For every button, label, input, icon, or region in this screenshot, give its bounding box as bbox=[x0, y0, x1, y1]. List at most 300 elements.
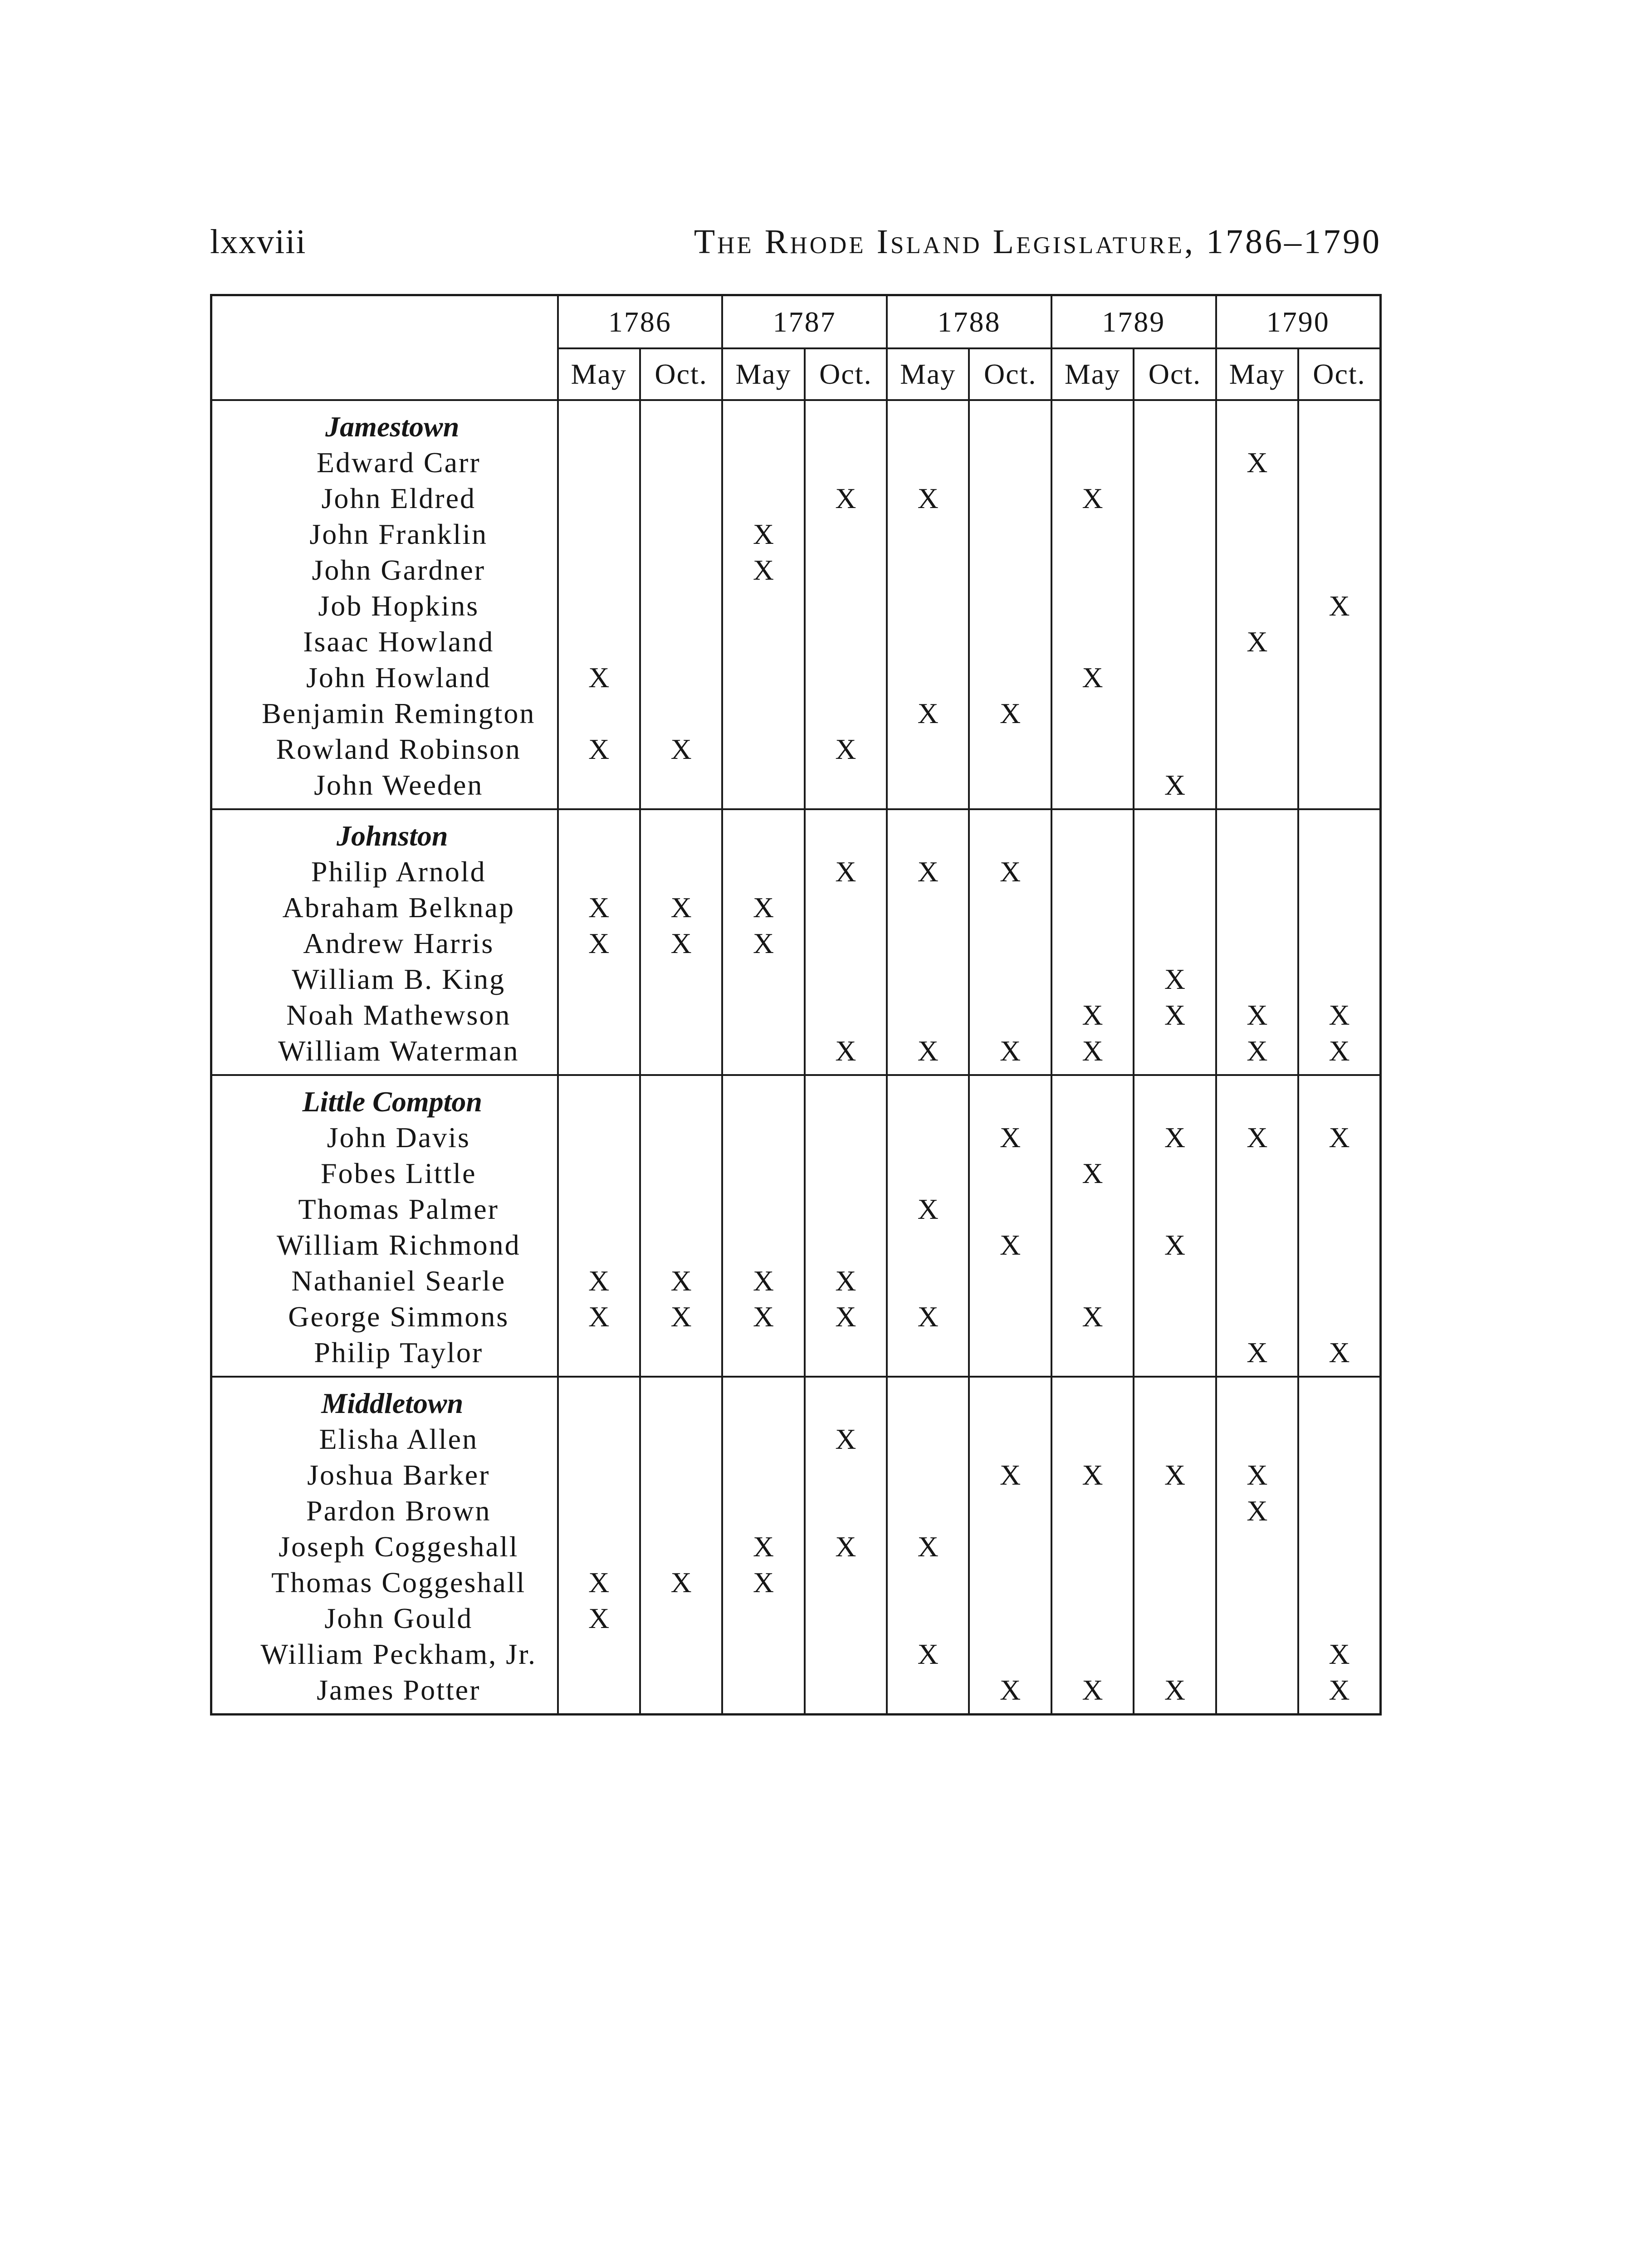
year-header: 1790 bbox=[1216, 295, 1381, 349]
member-name: John Howland bbox=[306, 661, 491, 694]
attendance-mark bbox=[1134, 624, 1215, 660]
attendance-mark: X bbox=[670, 1300, 692, 1333]
attendance-mark bbox=[1134, 1421, 1215, 1457]
attendance-mark: X bbox=[1247, 999, 1268, 1031]
attendance-mark: X bbox=[1164, 769, 1186, 801]
attendance-mark bbox=[559, 1672, 639, 1708]
attendance-mark bbox=[888, 1672, 968, 1708]
attendance-mark: X bbox=[1247, 1035, 1268, 1067]
attendance-mark bbox=[1134, 1334, 1215, 1370]
heading-spacer bbox=[1134, 409, 1215, 445]
attendance-mark bbox=[559, 624, 639, 660]
attendance-mark: X bbox=[1247, 1121, 1268, 1154]
attendance-column-cell bbox=[558, 809, 640, 1075]
member-name: William Richmond bbox=[276, 1229, 521, 1261]
attendance-mark bbox=[888, 1155, 968, 1191]
attendance-mark bbox=[806, 1155, 886, 1191]
attendance-mark: X bbox=[1000, 855, 1021, 888]
heading-spacer bbox=[970, 1084, 1050, 1119]
session-header: Oct. bbox=[1298, 348, 1380, 400]
member-name: Noah Mathewson bbox=[286, 999, 511, 1031]
session-header: May bbox=[722, 348, 804, 400]
attendance-column-cell bbox=[1298, 809, 1380, 1075]
attendance-mark bbox=[1217, 1564, 1297, 1600]
attendance-mark: X bbox=[588, 733, 610, 765]
attendance-mark bbox=[1134, 1299, 1215, 1334]
attendance-column-cell bbox=[1134, 1075, 1216, 1377]
attendance-mark bbox=[641, 961, 721, 997]
heading-spacer bbox=[559, 409, 639, 445]
attendance-mark bbox=[1134, 1263, 1215, 1299]
attendance-mark: X bbox=[917, 1638, 939, 1670]
attendance-mark: X bbox=[588, 1566, 610, 1598]
heading-spacer bbox=[806, 1084, 886, 1119]
attendance-mark bbox=[888, 1119, 968, 1155]
attendance-mark bbox=[1299, 1227, 1379, 1263]
attendance-mark bbox=[970, 588, 1050, 624]
member-name: Thomas Coggeshall bbox=[271, 1566, 526, 1598]
heading-spacer bbox=[1134, 1084, 1215, 1119]
attendance-mark: X bbox=[588, 1602, 610, 1634]
attendance-mark bbox=[1217, 660, 1297, 695]
attendance-mark bbox=[1217, 854, 1297, 890]
attendance-mark bbox=[888, 767, 968, 803]
attendance-mark bbox=[1217, 695, 1297, 731]
attendance-mark bbox=[806, 1600, 886, 1636]
attendance-mark: X bbox=[753, 518, 774, 550]
year-header: 1788 bbox=[887, 295, 1051, 349]
member-name: William Waterman bbox=[278, 1035, 519, 1067]
attendance-column-cell bbox=[1216, 400, 1298, 809]
attendance-column-cell bbox=[1051, 1377, 1134, 1715]
member-names-cell bbox=[211, 1377, 558, 1715]
attendance-mark: X bbox=[1247, 1336, 1268, 1369]
attendance-mark bbox=[888, 731, 968, 767]
attendance-mark bbox=[806, 552, 886, 588]
attendance-mark bbox=[1052, 1493, 1133, 1529]
attendance-mark bbox=[1134, 480, 1215, 516]
attendance-mark bbox=[806, 1227, 886, 1263]
attendance-mark bbox=[970, 660, 1050, 695]
attendance-mark bbox=[888, 1227, 968, 1263]
attendance-mark bbox=[641, 997, 721, 1033]
attendance-column-cell bbox=[1298, 1075, 1380, 1377]
member-names-cell bbox=[211, 809, 558, 1075]
attendance-mark: X bbox=[917, 855, 939, 888]
member-name: Job Hopkins bbox=[318, 590, 479, 622]
attendance-mark bbox=[723, 1457, 803, 1493]
attendance-mark bbox=[559, 1227, 639, 1263]
attendance-mark bbox=[806, 588, 886, 624]
attendance-mark bbox=[1134, 660, 1215, 695]
attendance-mark bbox=[641, 1421, 721, 1457]
attendance-mark: X bbox=[835, 1035, 856, 1067]
heading-spacer bbox=[559, 818, 639, 854]
attendance-mark bbox=[806, 961, 886, 997]
attendance-column-cell bbox=[640, 400, 722, 809]
attendance-mark bbox=[559, 1421, 639, 1457]
attendance-mark bbox=[723, 767, 803, 803]
attendance-mark bbox=[559, 1033, 639, 1069]
attendance-mark: X bbox=[753, 927, 774, 959]
attendance-mark bbox=[888, 1334, 968, 1370]
attendance-mark bbox=[641, 480, 721, 516]
attendance-mark: X bbox=[1247, 1495, 1268, 1527]
member-name: Andrew Harris bbox=[303, 927, 494, 959]
attendance-mark: X bbox=[917, 1193, 939, 1225]
attendance-mark: X bbox=[670, 733, 692, 765]
attendance-mark: X bbox=[917, 1035, 939, 1067]
member-name: Pardon Brown bbox=[306, 1495, 491, 1527]
heading-spacer bbox=[723, 1385, 803, 1421]
attendance-mark bbox=[970, 1600, 1050, 1636]
member-name: John Gardner bbox=[312, 554, 486, 586]
session-header: May bbox=[887, 348, 969, 400]
attendance-mark bbox=[888, 997, 968, 1033]
member-name: William Peckham, Jr. bbox=[260, 1638, 537, 1670]
attendance-mark: X bbox=[1082, 1157, 1103, 1189]
attendance-mark bbox=[1299, 695, 1379, 731]
attendance-mark: X bbox=[753, 1530, 774, 1563]
attendance-mark bbox=[888, 1457, 968, 1493]
attendance-mark bbox=[641, 1672, 721, 1708]
member-name: Nathaniel Searle bbox=[291, 1265, 506, 1297]
attendance-column-cell bbox=[887, 1075, 969, 1377]
heading-spacer bbox=[1217, 818, 1297, 854]
attendance-mark: X bbox=[1000, 1459, 1021, 1491]
attendance-mark bbox=[1299, 516, 1379, 552]
attendance-mark bbox=[806, 516, 886, 552]
member-name: Philip Taylor bbox=[314, 1336, 484, 1369]
attendance-column-cell bbox=[1051, 400, 1134, 809]
attendance-mark bbox=[723, 1227, 803, 1263]
attendance-column-cell bbox=[640, 809, 722, 1075]
attendance-mark bbox=[723, 480, 803, 516]
attendance-mark: X bbox=[1082, 1459, 1103, 1491]
attendance-mark bbox=[806, 1564, 886, 1600]
attendance-mark bbox=[1134, 1191, 1215, 1227]
attendance-mark bbox=[1134, 925, 1215, 961]
attendance-mark bbox=[1134, 695, 1215, 731]
session-header: May bbox=[1216, 348, 1298, 400]
attendance-mark bbox=[559, 1493, 639, 1529]
attendance-mark: X bbox=[753, 1265, 774, 1297]
heading-spacer bbox=[723, 1084, 803, 1119]
attendance-mark: X bbox=[917, 1300, 939, 1333]
attendance-mark bbox=[806, 1191, 886, 1227]
attendance-mark bbox=[806, 695, 886, 731]
heading-spacer bbox=[1217, 409, 1297, 445]
attendance-column-cell bbox=[558, 400, 640, 809]
attendance-mark: X bbox=[1082, 999, 1103, 1031]
attendance-mark bbox=[1052, 1636, 1133, 1672]
attendance-mark bbox=[559, 854, 639, 890]
attendance-mark bbox=[970, 925, 1050, 961]
attendance-mark: X bbox=[1164, 1229, 1186, 1261]
year-header-row bbox=[211, 295, 1381, 349]
attendance-mark bbox=[888, 624, 968, 660]
year-header: 1789 bbox=[1051, 295, 1216, 349]
attendance-mark bbox=[1052, 1564, 1133, 1600]
attendance-mark bbox=[806, 925, 886, 961]
attendance-mark bbox=[723, 1155, 803, 1191]
running-head: The Rhode Island Legislature, 1786–1790 bbox=[694, 223, 1382, 261]
heading-spacer bbox=[1299, 1084, 1379, 1119]
attendance-mark bbox=[970, 516, 1050, 552]
heading-spacer bbox=[1052, 1385, 1133, 1421]
session-header: Oct. bbox=[640, 348, 722, 400]
attendance-column-cell bbox=[1134, 1377, 1216, 1715]
member-name: Fobes Little bbox=[320, 1157, 477, 1189]
member-name: Benjamin Remington bbox=[262, 697, 536, 729]
attendance-mark bbox=[1052, 1421, 1133, 1457]
attendance-mark bbox=[970, 1263, 1050, 1299]
attendance-mark bbox=[1052, 961, 1133, 997]
attendance-mark bbox=[1299, 1263, 1379, 1299]
attendance-mark bbox=[1052, 624, 1133, 660]
attendance-mark bbox=[970, 731, 1050, 767]
attendance-mark: X bbox=[917, 482, 939, 514]
heading-spacer bbox=[723, 409, 803, 445]
attendance-mark bbox=[1052, 1263, 1133, 1299]
town-heading: Middletown bbox=[321, 1387, 464, 1419]
attendance-column-cell bbox=[1134, 809, 1216, 1075]
attendance-column-cell bbox=[805, 809, 887, 1075]
town-heading: Little Compton bbox=[302, 1085, 482, 1118]
attendance-column-cell bbox=[722, 400, 804, 809]
attendance-mark bbox=[1052, 925, 1133, 961]
table-corner-cell bbox=[211, 295, 558, 401]
attendance-mark: X bbox=[835, 855, 856, 888]
attendance-mark: X bbox=[1082, 661, 1103, 694]
attendance-mark: X bbox=[917, 697, 939, 729]
heading-spacer bbox=[1217, 1385, 1297, 1421]
attendance-mark bbox=[641, 1493, 721, 1529]
attendance-column-cell bbox=[640, 1075, 722, 1377]
heading-spacer bbox=[970, 1385, 1050, 1421]
member-name: William B. King bbox=[292, 963, 506, 995]
attendance-mark: X bbox=[1164, 1674, 1186, 1706]
attendance-mark bbox=[1217, 890, 1297, 925]
attendance-mark bbox=[641, 588, 721, 624]
heading-spacer bbox=[888, 409, 968, 445]
attendance-column-cell bbox=[558, 1377, 640, 1715]
member-name: Edward Carr bbox=[316, 446, 481, 479]
attendance-mark bbox=[1299, 1155, 1379, 1191]
attendance-mark: X bbox=[753, 554, 774, 586]
attendance-mark bbox=[641, 1334, 721, 1370]
attendance-mark bbox=[641, 1191, 721, 1227]
attendance-mark bbox=[970, 767, 1050, 803]
attendance-column-cell bbox=[1134, 400, 1216, 809]
table-body bbox=[211, 400, 1381, 1715]
attendance-mark bbox=[1299, 767, 1379, 803]
heading-spacer bbox=[970, 818, 1050, 854]
attendance-column-cell bbox=[887, 809, 969, 1075]
session-header: Oct. bbox=[969, 348, 1051, 400]
attendance-mark bbox=[806, 445, 886, 480]
attendance-mark bbox=[1052, 890, 1133, 925]
heading-spacer bbox=[1052, 409, 1133, 445]
attendance-mark bbox=[888, 1263, 968, 1299]
attendance-mark bbox=[559, 1529, 639, 1564]
member-name: Rowland Robinson bbox=[276, 733, 521, 765]
attendance-mark bbox=[559, 516, 639, 552]
attendance-mark bbox=[641, 1033, 721, 1069]
heading-spacer bbox=[806, 409, 886, 445]
attendance-mark bbox=[559, 1457, 639, 1493]
attendance-mark: X bbox=[835, 1265, 856, 1297]
attendance-column-cell bbox=[969, 400, 1051, 809]
attendance-mark bbox=[970, 624, 1050, 660]
attendance-mark: X bbox=[1164, 1121, 1186, 1154]
attendance-mark: X bbox=[588, 661, 610, 694]
attendance-mark bbox=[559, 1636, 639, 1672]
attendance-column-cell bbox=[1051, 809, 1134, 1075]
attendance-column-cell bbox=[887, 400, 969, 809]
attendance-column-cell bbox=[1216, 1377, 1298, 1715]
attendance-mark bbox=[888, 925, 968, 961]
attendance-mark bbox=[641, 1636, 721, 1672]
attendance-mark bbox=[1299, 660, 1379, 695]
heading-spacer bbox=[1299, 409, 1379, 445]
member-name: Philip Arnold bbox=[311, 855, 486, 888]
attendance-mark bbox=[723, 997, 803, 1033]
member-name: Abraham Belknap bbox=[282, 891, 515, 924]
attendance-mark bbox=[559, 552, 639, 588]
attendance-mark: X bbox=[917, 1530, 939, 1563]
attendance-mark bbox=[723, 695, 803, 731]
attendance-mark bbox=[888, 660, 968, 695]
attendance-mark bbox=[806, 1119, 886, 1155]
heading-spacer bbox=[970, 409, 1050, 445]
attendance-mark bbox=[641, 1155, 721, 1191]
attendance-mark: X bbox=[1082, 1674, 1103, 1706]
session-header: May bbox=[558, 348, 640, 400]
attendance-mark bbox=[1052, 695, 1133, 731]
heading-spacer bbox=[1052, 1084, 1133, 1119]
attendance-mark: X bbox=[753, 1300, 774, 1333]
town-block-jamestown bbox=[211, 400, 1381, 809]
attendance-mark: X bbox=[1000, 1035, 1021, 1067]
member-name: John Franklin bbox=[309, 518, 488, 550]
attendance-mark bbox=[1134, 588, 1215, 624]
attendance-mark bbox=[1217, 961, 1297, 997]
attendance-mark bbox=[1299, 1493, 1379, 1529]
attendance-mark: X bbox=[835, 1300, 856, 1333]
member-name: John Weeden bbox=[314, 769, 484, 801]
attendance-mark bbox=[888, 588, 968, 624]
attendance-column-cell bbox=[969, 1075, 1051, 1377]
session-header: May bbox=[1051, 348, 1134, 400]
attendance-mark bbox=[806, 1457, 886, 1493]
attendance-mark bbox=[723, 1672, 803, 1708]
attendance-column-cell bbox=[722, 1075, 804, 1377]
attendance-mark bbox=[806, 1672, 886, 1708]
attendance-mark bbox=[559, 997, 639, 1033]
heading-spacer bbox=[723, 818, 803, 854]
attendance-mark bbox=[1052, 588, 1133, 624]
attendance-mark bbox=[723, 1600, 803, 1636]
attendance-mark: X bbox=[753, 891, 774, 924]
attendance-mark: X bbox=[835, 733, 856, 765]
attendance-mark bbox=[1217, 767, 1297, 803]
town-heading: Johnston bbox=[337, 820, 448, 852]
attendance-mark bbox=[1217, 1191, 1297, 1227]
attendance-mark bbox=[970, 1493, 1050, 1529]
attendance-mark bbox=[723, 1493, 803, 1529]
member-name: Joseph Coggeshall bbox=[279, 1530, 519, 1563]
attendance-mark bbox=[806, 1636, 886, 1672]
attendance-mark: X bbox=[753, 1566, 774, 1598]
attendance-mark bbox=[1134, 445, 1215, 480]
attendance-mark bbox=[559, 588, 639, 624]
heading-spacer bbox=[1134, 818, 1215, 854]
attendance-mark bbox=[1299, 1191, 1379, 1227]
attendance-column-cell bbox=[558, 1075, 640, 1377]
attendance-mark bbox=[1134, 1564, 1215, 1600]
attendance-mark bbox=[641, 1227, 721, 1263]
attendance-mark bbox=[1299, 961, 1379, 997]
town-block-middletown bbox=[211, 1377, 1381, 1715]
town-block-little-compton bbox=[211, 1075, 1381, 1377]
member-name: James Potter bbox=[317, 1674, 481, 1706]
attendance-mark bbox=[1299, 854, 1379, 890]
page-number: lxxviii bbox=[210, 223, 307, 261]
attendance-column-cell bbox=[969, 1377, 1051, 1715]
attendance-mark: X bbox=[588, 1265, 610, 1297]
heading-spacer bbox=[559, 1385, 639, 1421]
attendance-mark bbox=[559, 480, 639, 516]
attendance-mark bbox=[1217, 1299, 1297, 1334]
attendance-mark bbox=[970, 1191, 1050, 1227]
attendance-mark: X bbox=[588, 891, 610, 924]
attendance-mark bbox=[723, 624, 803, 660]
attendance-mark bbox=[970, 1421, 1050, 1457]
attendance-mark bbox=[888, 1600, 968, 1636]
attendance-mark bbox=[888, 1564, 968, 1600]
attendance-mark bbox=[559, 767, 639, 803]
attendance-mark bbox=[1217, 925, 1297, 961]
attendance-mark: X bbox=[835, 482, 856, 514]
attendance-column-cell bbox=[1216, 809, 1298, 1075]
attendance-mark bbox=[641, 624, 721, 660]
heading-spacer bbox=[888, 1084, 968, 1119]
attendance-mark bbox=[1134, 1529, 1215, 1564]
attendance-mark bbox=[1052, 1529, 1133, 1564]
attendance-mark bbox=[641, 1457, 721, 1493]
attendance-mark bbox=[723, 660, 803, 695]
attendance-mark bbox=[1052, 1334, 1133, 1370]
attendance-mark bbox=[723, 854, 803, 890]
attendance-mark bbox=[1299, 1529, 1379, 1564]
attendance-mark bbox=[1217, 1636, 1297, 1672]
attendance-mark bbox=[1299, 731, 1379, 767]
attendance-mark: X bbox=[835, 1530, 856, 1563]
attendance-mark bbox=[1134, 1600, 1215, 1636]
attendance-column-cell bbox=[1298, 1377, 1380, 1715]
attendance-mark bbox=[723, 588, 803, 624]
attendance-column-cell bbox=[805, 400, 887, 809]
attendance-mark: X bbox=[670, 1265, 692, 1297]
attendance-mark bbox=[1052, 1119, 1133, 1155]
session-header: Oct. bbox=[1134, 348, 1216, 400]
member-name: Isaac Howland bbox=[303, 626, 494, 658]
attendance-mark bbox=[641, 1600, 721, 1636]
table-header bbox=[211, 295, 1381, 401]
attendance-mark bbox=[1052, 731, 1133, 767]
attendance-mark bbox=[888, 516, 968, 552]
